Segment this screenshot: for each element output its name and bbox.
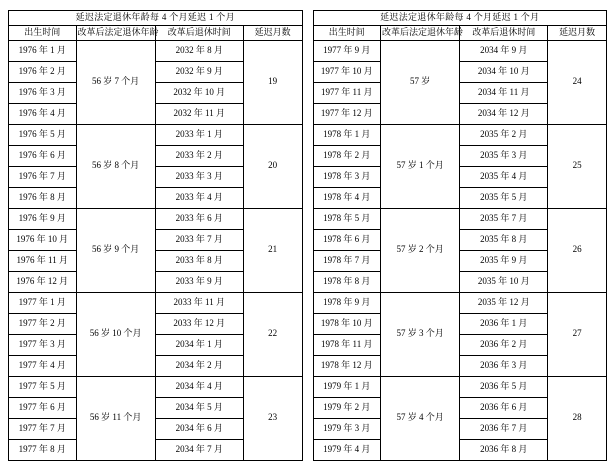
cell-birth-date: 1976 年 8 月 xyxy=(9,187,77,208)
cell-birth-date: 1977 年 3 月 xyxy=(9,334,77,355)
cell-birth-date: 1977 年 7 月 xyxy=(9,418,77,439)
cell-retirement-age: 57 岁 3 个月 xyxy=(381,292,460,376)
cell-birth-date: 1978 年 1 月 xyxy=(313,124,381,145)
cell-retirement-date: 2035 年 2 月 xyxy=(460,124,548,145)
cell-retirement-date: 2033 年 4 月 xyxy=(155,187,243,208)
cell-retirement-date: 2034 年 7 月 xyxy=(155,439,243,460)
left-schedule-table xyxy=(8,10,303,461)
cell-retirement-date: 2036 年 1 月 xyxy=(460,313,548,334)
cell-retirement-date: 2034 年 2 月 xyxy=(155,355,243,376)
right-title-row xyxy=(313,11,607,26)
cell-birth-date: 1977 年 2 月 xyxy=(9,313,77,334)
cell-retirement-date: 2034 年 9 月 xyxy=(460,40,548,61)
cell-retirement-date: 2034 年 1 月 xyxy=(155,334,243,355)
cell-birth-date: 1979 年 3 月 xyxy=(313,418,381,439)
cell-retirement-age: 56 岁 8 个月 xyxy=(76,124,155,208)
cell-retirement-date: 2036 年 6 月 xyxy=(460,397,548,418)
cell-retirement-age: 57 岁 1 个月 xyxy=(381,124,460,208)
left-title-row xyxy=(9,11,303,26)
cell-retirement-date: 2035 年 3 月 xyxy=(460,145,548,166)
cell-retirement-date: 2033 年 1 月 xyxy=(155,124,243,145)
cell-birth-date: 1978 年 7 月 xyxy=(313,250,381,271)
cell-delay-months: 28 xyxy=(548,376,607,460)
right-header-birth: 出生时间 xyxy=(313,25,381,40)
cell-retirement-age: 56 岁 11 个月 xyxy=(76,376,155,460)
cell-birth-date: 1978 年 10 月 xyxy=(313,313,381,334)
cell-birth-date: 1977 年 8 月 xyxy=(9,439,77,460)
cell-birth-date: 1978 年 12 月 xyxy=(313,355,381,376)
left-header-delay: 延迟月数 xyxy=(243,25,302,40)
cell-retirement-date: 2035 年 4 月 xyxy=(460,166,548,187)
cell-retirement-date: 2033 年 11 月 xyxy=(155,292,243,313)
cell-retirement-date: 2033 年 12 月 xyxy=(155,313,243,334)
cell-retirement-date: 2034 年 12 月 xyxy=(460,103,548,124)
cell-retirement-date: 2034 年 11 月 xyxy=(460,82,548,103)
cell-retirement-date: 2035 年 8 月 xyxy=(460,229,548,250)
cell-birth-date: 1979 年 2 月 xyxy=(313,397,381,418)
cell-birth-date: 1978 年 9 月 xyxy=(313,292,381,313)
cell-birth-date: 1978 年 5 月 xyxy=(313,208,381,229)
cell-retirement-date: 2033 年 6 月 xyxy=(155,208,243,229)
cell-birth-date: 1977 年 12 月 xyxy=(313,103,381,124)
cell-retirement-date: 2034 年 10 月 xyxy=(460,61,548,82)
cell-retirement-date: 2036 年 8 月 xyxy=(460,439,548,460)
cell-birth-date: 1976 年 6 月 xyxy=(9,145,77,166)
cell-birth-date: 1976 年 5 月 xyxy=(9,124,77,145)
cell-retirement-date: 2034 年 5 月 xyxy=(155,397,243,418)
cell-birth-date: 1978 年 6 月 xyxy=(313,229,381,250)
cell-retirement-date: 2034 年 4 月 xyxy=(155,376,243,397)
cell-birth-date: 1978 年 3 月 xyxy=(313,166,381,187)
table-row xyxy=(9,40,303,61)
cell-retirement-date: 2033 年 7 月 xyxy=(155,229,243,250)
cell-delay-months: 27 xyxy=(548,292,607,376)
cell-retirement-date: 2035 年 9 月 xyxy=(460,250,548,271)
cell-retirement-date: 2036 年 3 月 xyxy=(460,355,548,376)
cell-delay-months: 19 xyxy=(243,40,302,124)
right-table-title: 延迟法定退休年龄每 4 个月延迟 1 个月 xyxy=(313,11,607,26)
cell-birth-date: 1976 年 2 月 xyxy=(9,61,77,82)
cell-birth-date: 1977 年 1 月 xyxy=(9,292,77,313)
cell-birth-date: 1979 年 4 月 xyxy=(313,439,381,460)
cell-delay-months: 21 xyxy=(243,208,302,292)
cell-retirement-date: 2032 年 10 月 xyxy=(155,82,243,103)
cell-birth-date: 1976 年 10 月 xyxy=(9,229,77,250)
cell-delay-months: 24 xyxy=(548,40,607,124)
cell-retirement-date: 2035 年 10 月 xyxy=(460,271,548,292)
left-header-date: 改革后退休时间 xyxy=(155,25,243,40)
right-panel xyxy=(313,10,608,454)
table-row xyxy=(9,124,303,145)
right-header-delay: 延迟月数 xyxy=(548,25,607,40)
cell-delay-months: 22 xyxy=(243,292,302,376)
cell-birth-date: 1976 年 12 月 xyxy=(9,271,77,292)
cell-delay-months: 20 xyxy=(243,124,302,208)
cell-retirement-age: 57 岁 4 个月 xyxy=(381,376,460,460)
cell-birth-date: 1977 年 6 月 xyxy=(9,397,77,418)
left-header-age: 改革后法定退休年龄 xyxy=(76,25,155,40)
table-row xyxy=(313,292,607,313)
cell-birth-date: 1976 年 7 月 xyxy=(9,166,77,187)
cell-retirement-date: 2035 年 7 月 xyxy=(460,208,548,229)
cell-birth-date: 1977 年 11 月 xyxy=(313,82,381,103)
cell-delay-months: 23 xyxy=(243,376,302,460)
cell-birth-date: 1978 年 11 月 xyxy=(313,334,381,355)
table-row xyxy=(313,40,607,61)
left-header-birth: 出生时间 xyxy=(9,25,77,40)
cell-retirement-date: 2036 年 7 月 xyxy=(460,418,548,439)
cell-retirement-date: 2033 年 2 月 xyxy=(155,145,243,166)
cell-retirement-age: 57 岁 2 个月 xyxy=(381,208,460,292)
cell-birth-date: 1977 年 4 月 xyxy=(9,355,77,376)
cell-birth-date: 1977 年 9 月 xyxy=(313,40,381,61)
cell-retirement-date: 2033 年 8 月 xyxy=(155,250,243,271)
cell-birth-date: 1976 年 4 月 xyxy=(9,103,77,124)
cell-birth-date: 1978 年 2 月 xyxy=(313,145,381,166)
table-row xyxy=(9,376,303,397)
cell-retirement-date: 2034 年 6 月 xyxy=(155,418,243,439)
cell-delay-months: 25 xyxy=(548,124,607,208)
cell-birth-date: 1977 年 10 月 xyxy=(313,61,381,82)
cell-retirement-date: 2036 年 5 月 xyxy=(460,376,548,397)
right-header-age: 改革后法定退休年龄 xyxy=(381,25,460,40)
right-table-body xyxy=(313,40,607,460)
cell-retirement-date: 2036 年 2 月 xyxy=(460,334,548,355)
table-row xyxy=(313,208,607,229)
cell-retirement-age: 56 岁 7 个月 xyxy=(76,40,155,124)
right-header-row xyxy=(313,25,607,40)
cell-retirement-date: 2032 年 8 月 xyxy=(155,40,243,61)
cell-retirement-date: 2035 年 12 月 xyxy=(460,292,548,313)
left-table-body xyxy=(9,40,303,460)
cell-birth-date: 1976 年 1 月 xyxy=(9,40,77,61)
cell-retirement-age: 56 岁 10 个月 xyxy=(76,292,155,376)
cell-retirement-date: 2033 年 3 月 xyxy=(155,166,243,187)
left-table-title: 延迟法定退休年龄每 4 个月延迟 1 个月 xyxy=(9,11,303,26)
cell-birth-date: 1978 年 4 月 xyxy=(313,187,381,208)
cell-birth-date: 1977 年 5 月 xyxy=(9,376,77,397)
cell-birth-date: 1979 年 1 月 xyxy=(313,376,381,397)
cell-retirement-age: 56 岁 9 个月 xyxy=(76,208,155,292)
cell-birth-date: 1976 年 9 月 xyxy=(9,208,77,229)
cell-retirement-date: 2033 年 9 月 xyxy=(155,271,243,292)
table-row xyxy=(9,208,303,229)
cell-retirement-date: 2032 年 11 月 xyxy=(155,103,243,124)
cell-birth-date: 1976 年 11 月 xyxy=(9,250,77,271)
table-row xyxy=(313,124,607,145)
left-panel xyxy=(8,10,303,454)
right-header-date: 改革后退休时间 xyxy=(460,25,548,40)
cell-retirement-age: 57 岁 xyxy=(381,40,460,124)
cell-birth-date: 1976 年 3 月 xyxy=(9,82,77,103)
cell-retirement-date: 2032 年 9 月 xyxy=(155,61,243,82)
table-row xyxy=(313,376,607,397)
left-header-row xyxy=(9,25,303,40)
cell-birth-date: 1978 年 8 月 xyxy=(313,271,381,292)
cell-delay-months: 26 xyxy=(548,208,607,292)
table-row xyxy=(9,292,303,313)
right-schedule-table xyxy=(313,10,608,461)
cell-retirement-date: 2035 年 5 月 xyxy=(460,187,548,208)
